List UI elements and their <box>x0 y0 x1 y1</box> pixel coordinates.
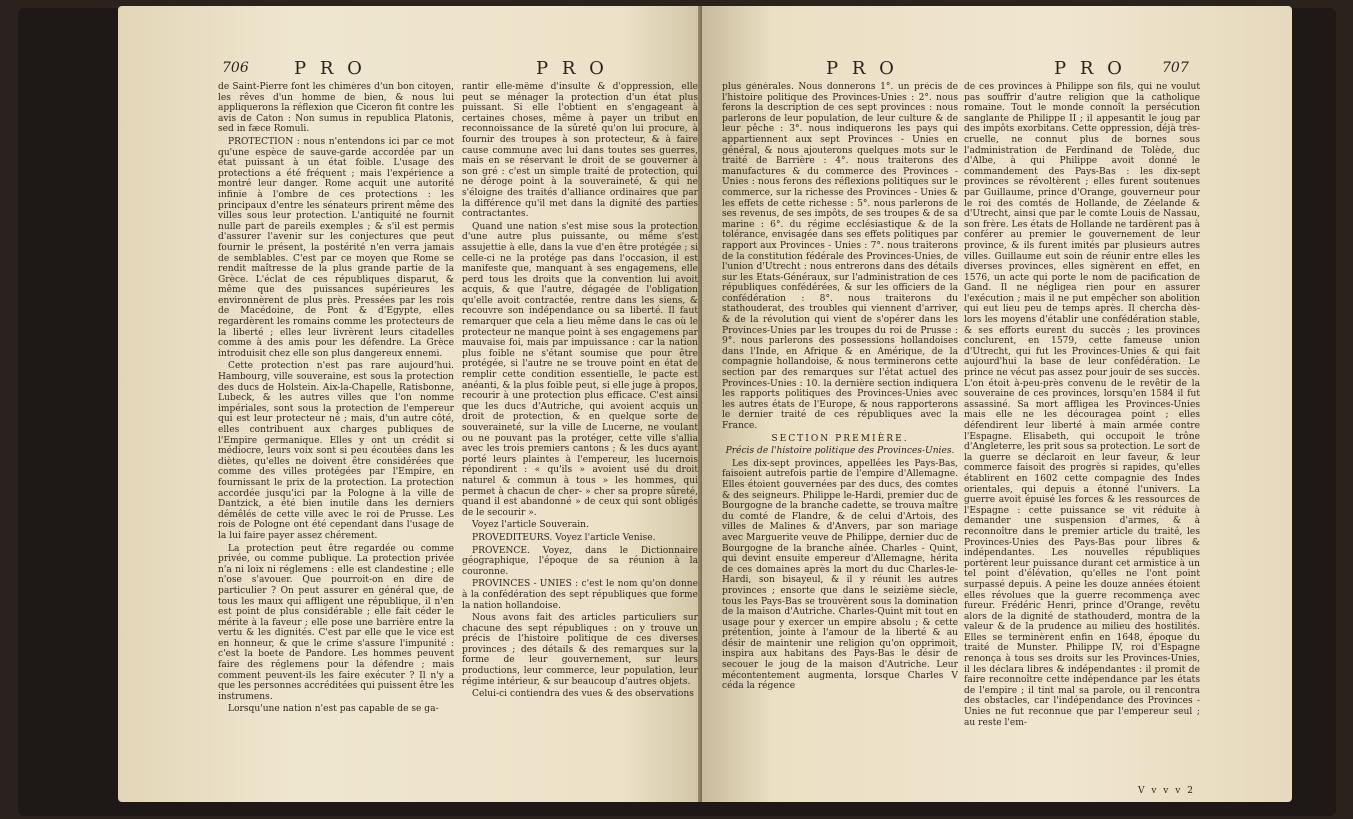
text-column-4 <box>964 82 1200 782</box>
running-header-right-1: P R O <box>826 58 898 79</box>
running-header-left-2: P R O <box>536 58 608 79</box>
paragraph: Cette protection n'est pas rare aujourd'hui. Hambourg, ville souveraine, est sous la protection des ducs de Holstein. Aix-la-Chapelle, Ratisbonne, Lubeck, & les autres villes que l'on nomme impériales, sont sous la protection de l'empereur qui est leur protecteur né ; mais, d'un autre côté, elles contribuent aux charges publiques de l'Empire germanique. Elles y ont un crédit si médiocre, leurs voix sont si peu écoutées dans les diètes, qu'elles ne doivent être considérées que comme des villes protégées par l'Empire, en fournissant le prix de la protection. La protection accordée jusqu'ici par la Pologne à la ville de Dantzick, a été bien inutile dans les derniers démêlés de cette ville avec le roi de Prusse. Les rois de Pologne ont été cependant dans l'usage de la lui faire payer assez chérement. <box>218 361 454 541</box>
running-header-right-2: P R O <box>1054 58 1126 79</box>
paragraph: PROVEDITEURS. Voyez l'article Venise. <box>472 532 656 543</box>
paragraph: Voyez l'article Souverain. <box>472 520 589 531</box>
paragraph: Nous avons fait des articles particuliers sur chacune des sept républiques : on y trouve un précis de l'histoire politique de ces diverses provinces ; des détails & des remarques sur la forme de leur gouvernement, sur leurs productions, leur commerce, leur population, leur régime intérieur, & sur beaucoup d'autres objets. <box>462 613 698 687</box>
paragraph: Celui-ci contiendra des vues & des observations <box>472 689 694 700</box>
paragraph: PROVINCES - UNIES : c'est le nom qu'on donne à la confédération des sept républiques que forme la nation hollandoise. <box>462 579 698 611</box>
paragraph: Lorsqu'une nation n'est pas capable de se ga- <box>228 704 439 715</box>
paragraph: rantir elle-même d'insulte & d'oppression, elle peut se ménager la protection d'un état plus puissant. Si elle l'obtient en s'engageant à certaines choses, même à payer un tribut en reconnoissance de la sûreté qu'on lui procure, à fournir des troupes à son protecteur, & à faire cause commune avec lui dans toutes ses guerres, mais en se réservant le droit de se gouverner à son gré : c'est un simple traité de protection, qui ne déroge point à la souveraineté, & qui ne s'éloigne des traités d'alliance ordinaires que par la différence qu'il met dans la dignité des parties contractantes. <box>462 82 698 220</box>
paragraph: La protection peut être regardée ou comme privée, ou comme publique. La protection privée n'a ni loix ni réglemens : elle est clandestine ; elle n'ose s'avouer. Que pourroit-on en dire de particulier ? On peut assurer en général que, de tous les maux qui affligent une république, il n'en est point de plus considérable ; elle fait céder le mérite à la faveur ; elle pose une barrière entre la vertu & les dignités. C'est par elle que le vice est en honneur, & que le crime s'assure l'impunité : c'est la boete de Pandore. Les hommes peuvent faire des réglemens pour la défendre ; mais comment peuvent-ils les faire exécuter ? Il n'y a que les personnes accréditées qui puissent être les instrumens. <box>218 543 454 702</box>
paragraph: PROTECTION : nous n'entendons ici par ce mot qu'une espèce de sauve-garde accordée par un état puissant à un état foible. L'usage des protections a été fréquent ; mais l'expérience a montré leur danger. Rome acquit une autorité infinie à l'ombre de ces protections : les principaux d'entre les sénateurs prirent même des villes sous leur protection. L'antiquité ne fournit nulle part de pareils exemples ; & s'il est permis d'assurer l'avenir sur les conjectures que peut fournir le présent, la postérité n'en verra jamais de semblables. C'est par ce moyen que Rome se rendit maîtresse de la plus grande partie de la Grèce. L'éclat de ces républiques disparut, & même que des puissances supérieures les environnèrent de plus près. Pressées par les rois de Macédoine, de Pont & d'Egypte, elles regardèrent les romains comme les protecteurs de la liberté ; elles leur livrèrent leurs citadelles comme à des amis pour les défendre. La Grèce introduisit chez elle son plus dangereux ennemi. <box>218 136 454 359</box>
left-page <box>118 6 710 802</box>
section-heading: SECTION PREMIÈRE. <box>771 433 909 444</box>
paragraph: plus générales. Nous donnerons 1°. un précis de l'histoire politique des Provinces-Unies : 2°. nous ferons la description de ces sept provinces : nous parlerons de leur population, de leur culture & de leur pêche : 3°. nous indiquerons les pays qui appartiennent aux sept Provinces - Unies en général, & nous ajouterons quelques mots sur le traité de Barrière : 4°. nous traiterons des manufactures & du commerce des Provinces - Unies : nous ferons des réflexions politiques sur le commerce, sur la richesse des Provinces - Unies & les effets de cette richesse : 5°. nous parlerons de ses revenus, de ses impôts, de ses troupes & de sa marine : 6°. du régime ecclésiastique & de la tolérance, envisagée dans ses effets politiques par rapport aux Provinces - Unies : 7°. nous traiterons de la constitution fédérale des Provinces-Unies, de l'union d'Utrecht : nous entrerons dans des détails sur les Etats-Généraux, sur l'administration de ces républiques confédérées, & sur les officiers de la confédération : 8°. nous traiterons du stathouderat, des troubles qui viennent d'arriver, & de la révolution qui vient de s'opérer dans les Provinces-Unies par les troupes du roi de Prusse : 9°. nous parlerons des possessions hollandoises dans l'Inde, en Afrique & en Amérique, de la compagnie hollandoise, & nous terminerons cette section par des remarques sur l'état actuel des Provinces-Unies : 10. la dernière section indiquera les rapports politiques des Provinces-Unies avec les autres états de l'Europe, & nous rapporterons le dernier traité de ces républiques avec la France. <box>722 82 958 431</box>
page-number-left: 706 <box>222 60 249 76</box>
section-subtitle: Précis de l'histoire politique des Provinces-Unies. <box>725 446 955 457</box>
paragraph: Les dix-sept provinces, appellées les Pays-Bas, faisoient autrefois partie de l'empire d'Allemagne. Elles étoient gouvernées par des ducs, des comtes & des seigneurs. Philippe le-Hardi, premier duc de Bourgogne de la branche cadette, se trouva maître du comté de Flandre, & de celui d'Artois, des villes de Malines & d'Anvers, par son mariage avec Marguerite veuve de Philippe, dernier duc de Bourgogne de la branche aînée. Charles - Quint, qui devint ensuite empereur d'Allemagne, hérita de ces domaines après la mort du duc Charles-le-Hardi, son bisayeul, & il y réunit les autres provinces ; ensorte que dans le seizième siècle, tous les Pays-Bas se trouvèrent sous la domination de la maison d'Autriche. Charles-Quint mit tout en usage pour y exercer un empire absolu ; & cette prétention, jointe à l'amour de la liberté & au désir de maintenir une religion qu'on opprimoit, inspira aux habitans des Pays-Bas le désir de secouer le joug de la maison d'Autriche. Leur mécontentement augmenta, lorsque Charles V céda la régence <box>722 458 958 692</box>
text-column-1 <box>218 82 454 782</box>
right-page <box>702 6 1292 802</box>
text-column-2 <box>462 82 698 782</box>
paragraph: Quand une nation s'est mise sous la protection d'une autre plus puissante, ou même s'est assujettie à elle, dans la vue d'en être protégée ; si celle-ci ne la protége pas dans l'occasion, il est manifeste que, manquant à ses engagemens, elle perd tous les droits que la convention lui avoit acquis, & que l'autre, dégagée de l'obligation qu'elle avoit contractée, rentre dans les siens, & recouvre son indépendance ou sa liberté. Il faut remarquer que cela a lieu même dans le cas où le protecteur ne manque point à ses engagemens par mauvaise foi, mais par impuissance : car la nation plus foible ne s'étant soumise que pour être protégée, si l'autre ne se trouve point en état de remplir cette condition essentielle, le pacte est anéanti, & la plus foible peut, si elle juge à propos, recourir à une protection plus efficace. C'est ainsi que les ducs d'Autriche, qui avoient acquis un droit de protection, & en quelque sorte de souveraineté, sur la ville de Lucerne, ne voulant ou ne pouvant pas la protéger, cette ville s'allia avec les trois premiers cantons ; & les ducs ayant porté leurs plaintes à l'empereur, les lucernois répondirent : « qu'ils » avoient usé du droit naturel & commun à tous » les hommes, qui permet à chacun de cher- » cher sa propre sûreté, quand il est abandonné » de ceux qui sont obligés de le secourir ». <box>462 221 698 518</box>
paragraph: de Saint-Pierre font les chimères d'un bon citoyen, les rêves d'un homme de bien, & nous lui appliquerons la réflexion que Ciceron fit contre les avis de Caton : Non sumus in republica Platonis, sed in fæce Romuli. <box>218 82 454 135</box>
page-number-right: 707 <box>1162 60 1189 76</box>
paragraph: de ces provinces à Philippe son fils, qui ne voulut pas souffrir d'autre religion que la catholique romaine. Tout le monde connoît la persécution sanglante de Philippe II ; il appesantit le joug par des impôts exorbitans. Cette oppression, déjà très-cruelle, ne connut plus de bornes sous l'administration de Ferdinand de Tolède, duc d'Albe, à qui Philippe avoit donné le commandement des Pays-Bas : les dix-sept provinces se révoltèrent ; elles furent soutenues par Guillaume, prince d'Orange, gouverneur pour le roi des comtés de Hollande, de Zéelande & d'Utrecht, ainsi que par le comte Louis de Nassau, son frère. Les états de Hollande ne tardèrent pas à conférer au premier le gouvernement de leur province, & ils furent imités par plusieurs autres villes. Guillaume eut soin de réunir entre elles les diverses provinces, elles signèrent en effet, en 1576, un acte qui porte le nom de pacification de Gand. Il ne négligea rien pour en assurer l'exécution ; mais il ne put empêcher son abolition qui eut lieu peu de temps après. Il chercha dès-lors les moyens d'établir une confédération stable, & ses efforts eurent du succès ; les provinces conclurent, en 1579, cette fameuse union d'Utrecht, qui fut les Provinces-Unies & qui fait aujourd'hui la base de leur confédération. Le prince ne vécut pas assez pour jouir de ses succès. L'on étoit à-peu-près convenu de le revêtir de la souveraine de ces provinces, lorsqu'en 1584 il fut assassiné. Sa mort affligea les Provinces-Unies mais elle ne les découragea point ; elles défendirent leur liberté à main armée contre l'Espagne. Elisabeth, qui occupoit le trône d'Angleterre, les prit sous sa protection. Le sort de la guerre se déclaroit en leur faveur, & leur commerce faisoit des progrès si rapides, qu'elles établirent en 1602 cette compagnie des Indes orientales, qui depuis a étonné l'univers. La guerre avoit épuisé les forces & les ressources de l'Espagne : cette puissance se vit réduite à demander une suspension d'armes, & à reconnoître dans le premier article du traité, les Provinces-Unies des Pays-Bas pour libres & indépendantes. Les nouvelles républiques portèrent leur puissance durant cet armistice à un tel point d'élévation, qu'elles ne l'ont point surpassé depuis. A peine les douze années étoient elles révolues que la guerre recommença avec fureur. Frédéric Henri, prince d'Orange, revêtu alors de la dignité de stathouderd, montra de la valeur & de la prudence au milieu des hostilités. Elles se terminèrent enfin en 1648, époque du traité de Munster. Philippe IV, roi d'Espagne renonça à tous ses droits sur les Provinces-Unies, il les déclara libres & indépendantes : il promit de faire reconnoître cette indépendance par les états de l'empire ; il tint mal sa parole, ou il rencontra des obstacles, car l'indépendance des Provinces - Unies ne fut reconnue que par l'empereur seul ; au reste l'em- <box>964 82 1200 728</box>
text-column-3 <box>722 82 958 782</box>
signature-mark: V v v v 2 <box>1138 786 1195 796</box>
running-header-left-1: P R O <box>294 58 366 79</box>
paragraph: PROVENCE. Voyez, dans le Dictionnaire géographique, l'époque de sa réunion à la couronne. <box>462 545 698 577</box>
